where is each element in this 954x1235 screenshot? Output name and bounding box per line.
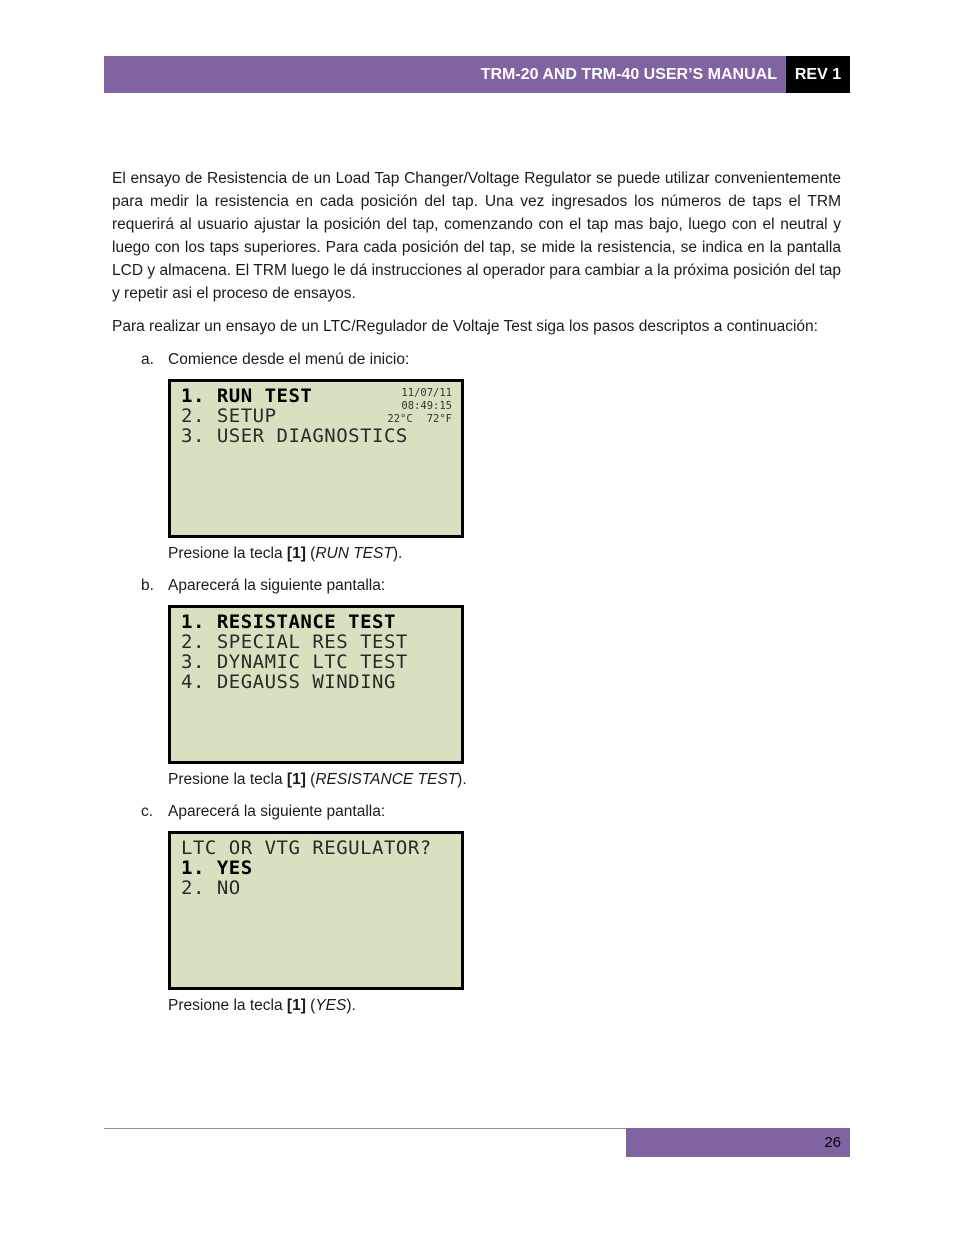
key-label: [1] xyxy=(286,771,306,788)
instruction-prefix: Presione la tecla xyxy=(168,771,287,788)
step-instruction xyxy=(168,542,841,565)
instruction-prefix: Presione la tecla xyxy=(168,997,287,1014)
step-a xyxy=(112,348,841,565)
lcd-temp-fahrenheit: 72°F xyxy=(426,413,452,425)
instruction-prefix: Presione la tecla xyxy=(168,545,287,562)
instruction-paren-close: ). xyxy=(392,545,403,562)
instruction-paren-open: ( xyxy=(305,545,316,562)
instruction-paren-open: ( xyxy=(305,997,316,1014)
lcd-date: 11/07/11 xyxy=(401,387,452,399)
lcd-menu-item-run-test: 1. RUN TEST xyxy=(181,385,313,407)
lcd-screen-ltc-prompt xyxy=(168,831,464,990)
option-name: RUN TEST xyxy=(315,545,393,562)
key-label: [1] xyxy=(286,997,306,1014)
lcd-prompt-question: LTC OR VTG REGULATOR? xyxy=(181,837,432,859)
lcd-menu-item-no: 2. NO xyxy=(181,877,241,899)
manual-title: TRM-20 AND TRM-40 USER’S MANUAL xyxy=(480,65,777,83)
lcd-temp-celsius: 22°C xyxy=(387,413,413,425)
page-footer xyxy=(626,1128,850,1157)
step-instruction xyxy=(168,994,841,1017)
page-content xyxy=(112,167,841,1017)
revision-badge: REV 1 xyxy=(786,56,850,93)
step-letter: b. xyxy=(141,577,154,594)
step-instruction xyxy=(168,768,841,791)
page-header xyxy=(104,56,850,93)
procedure-paragraph: Para realizar un ensayo de un LTC/Regulador de Voltaje Test siga los pasos descriptos a continuación: xyxy=(112,318,818,335)
option-name: RESISTANCE TEST xyxy=(315,771,458,788)
instruction-paren-close: ). xyxy=(346,997,356,1014)
instruction-paren-close: ). xyxy=(457,771,467,788)
lcd-menu-item-dynamic-ltc-test: 3. DYNAMIC LTC TEST xyxy=(181,651,408,673)
option-name: YES xyxy=(315,997,347,1014)
lcd-menu-item-setup: 2. SETUP xyxy=(181,405,277,427)
lcd-menu-item-yes: 1. YES xyxy=(181,857,253,879)
step-c xyxy=(112,800,841,1017)
step-letter: a. xyxy=(141,351,154,368)
intro-paragraph: El ensayo de Resistencia de un Load Tap Changer/Voltage Regulator se puede utilizar convenientemente para medir la resistencia en cada posición del tap. Una vez ingresados los números de taps el TRM requerirá al usuario ajustar la posición del tap, comenzando con el tap mas bajo, luego con el neutral y luego con los taps superiores. Para cada posición del tap, se mide la resistencia, se indica en la pantalla LCD y almacena. El TRM luego le dá instrucciones al operador para cambiar a la próxima posición del tap y repetir asi el proceso de ensayos. xyxy=(112,170,841,302)
lcd-menu-item-resistance-test: 1. RESISTANCE TEST xyxy=(181,611,396,633)
lcd-menu-item-special-res-test: 2. SPECIAL RES TEST xyxy=(181,631,408,653)
step-b xyxy=(112,574,841,791)
step-text: Aparecerá la siguiente pantalla: xyxy=(168,577,386,594)
lcd-menu-item-degauss-winding: 4. DEGAUSS WINDING xyxy=(181,671,396,693)
lcd-menu-item-user-diagnostics: 3. USER DIAGNOSTICS xyxy=(181,425,408,447)
page-number: 26 xyxy=(824,1134,841,1151)
step-letter: c. xyxy=(141,803,154,820)
step-text: Comience desde el menú de inicio: xyxy=(168,351,410,368)
lcd-status-panel xyxy=(387,387,452,426)
step-text: Aparecerá la siguiente pantalla: xyxy=(168,803,386,820)
lcd-screen-test-menu xyxy=(168,605,464,764)
lcd-time: 08:49:15 xyxy=(401,400,452,412)
key-label: [1] xyxy=(286,545,306,562)
lcd-screen-main-menu xyxy=(168,379,464,538)
instruction-paren-open: ( xyxy=(305,771,316,788)
